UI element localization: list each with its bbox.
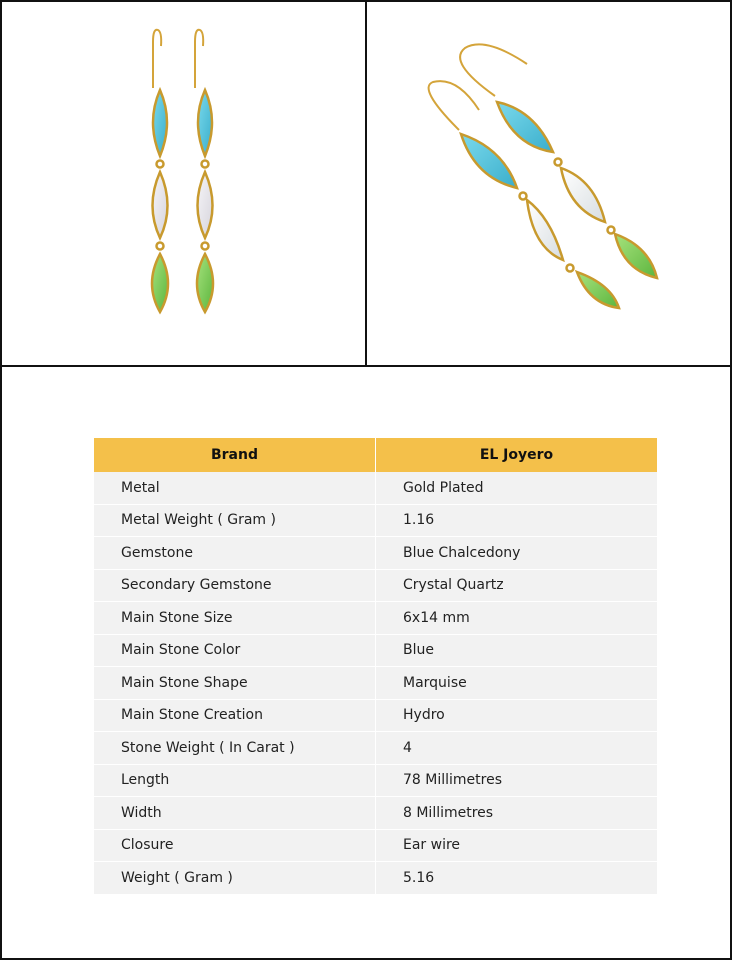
table-row (94, 829, 657, 862)
table-row (94, 537, 657, 570)
spec-label: Metal (94, 472, 376, 504)
spec-label: Closure (94, 829, 376, 862)
spec-value: Marquise (376, 667, 658, 700)
earrings-front-photo-icon (2, 2, 365, 365)
spec-label: Main Stone Creation (94, 699, 376, 732)
table-row (94, 732, 657, 765)
table-row (94, 602, 657, 635)
header-label: Brand (94, 438, 376, 472)
table-row (94, 472, 657, 504)
spec-value: Blue (376, 634, 658, 667)
product-photo-angle (365, 0, 732, 367)
table-header-row (94, 438, 657, 472)
spec-label: Length (94, 764, 376, 797)
spec-value: 8 Millimetres (376, 797, 658, 830)
spec-label: Weight ( Gram ) (94, 862, 376, 895)
spec-value: 1.16 (376, 504, 658, 537)
spec-label: Secondary Gemstone (94, 569, 376, 602)
specifications-table (94, 438, 657, 895)
spec-label: Metal Weight ( Gram ) (94, 504, 376, 537)
spec-value: Crystal Quartz (376, 569, 658, 602)
product-photo-front (0, 0, 367, 367)
table-row (94, 862, 657, 895)
table-row (94, 764, 657, 797)
spec-value: 6x14 mm (376, 602, 658, 635)
spec-label: Stone Weight ( In Carat ) (94, 732, 376, 765)
table-row (94, 667, 657, 700)
spec-value: Ear wire (376, 829, 658, 862)
table-row (94, 634, 657, 667)
spec-label: Main Stone Size (94, 602, 376, 635)
spec-value: Hydro (376, 699, 658, 732)
table-row (94, 699, 657, 732)
spec-value: 5.16 (376, 862, 658, 895)
table-row (94, 504, 657, 537)
spec-label: Main Stone Color (94, 634, 376, 667)
earrings-angle-photo-icon (367, 2, 730, 365)
spec-value: 4 (376, 732, 658, 765)
spec-value: Gold Plated (376, 472, 658, 504)
spec-label: Width (94, 797, 376, 830)
spec-label: Gemstone (94, 537, 376, 570)
spec-label: Main Stone Shape (94, 667, 376, 700)
spec-value: 78 Millimetres (376, 764, 658, 797)
spec-value: Blue Chalcedony (376, 537, 658, 570)
header-value: EL Joyero (376, 438, 658, 472)
table-row (94, 569, 657, 602)
table-row (94, 797, 657, 830)
